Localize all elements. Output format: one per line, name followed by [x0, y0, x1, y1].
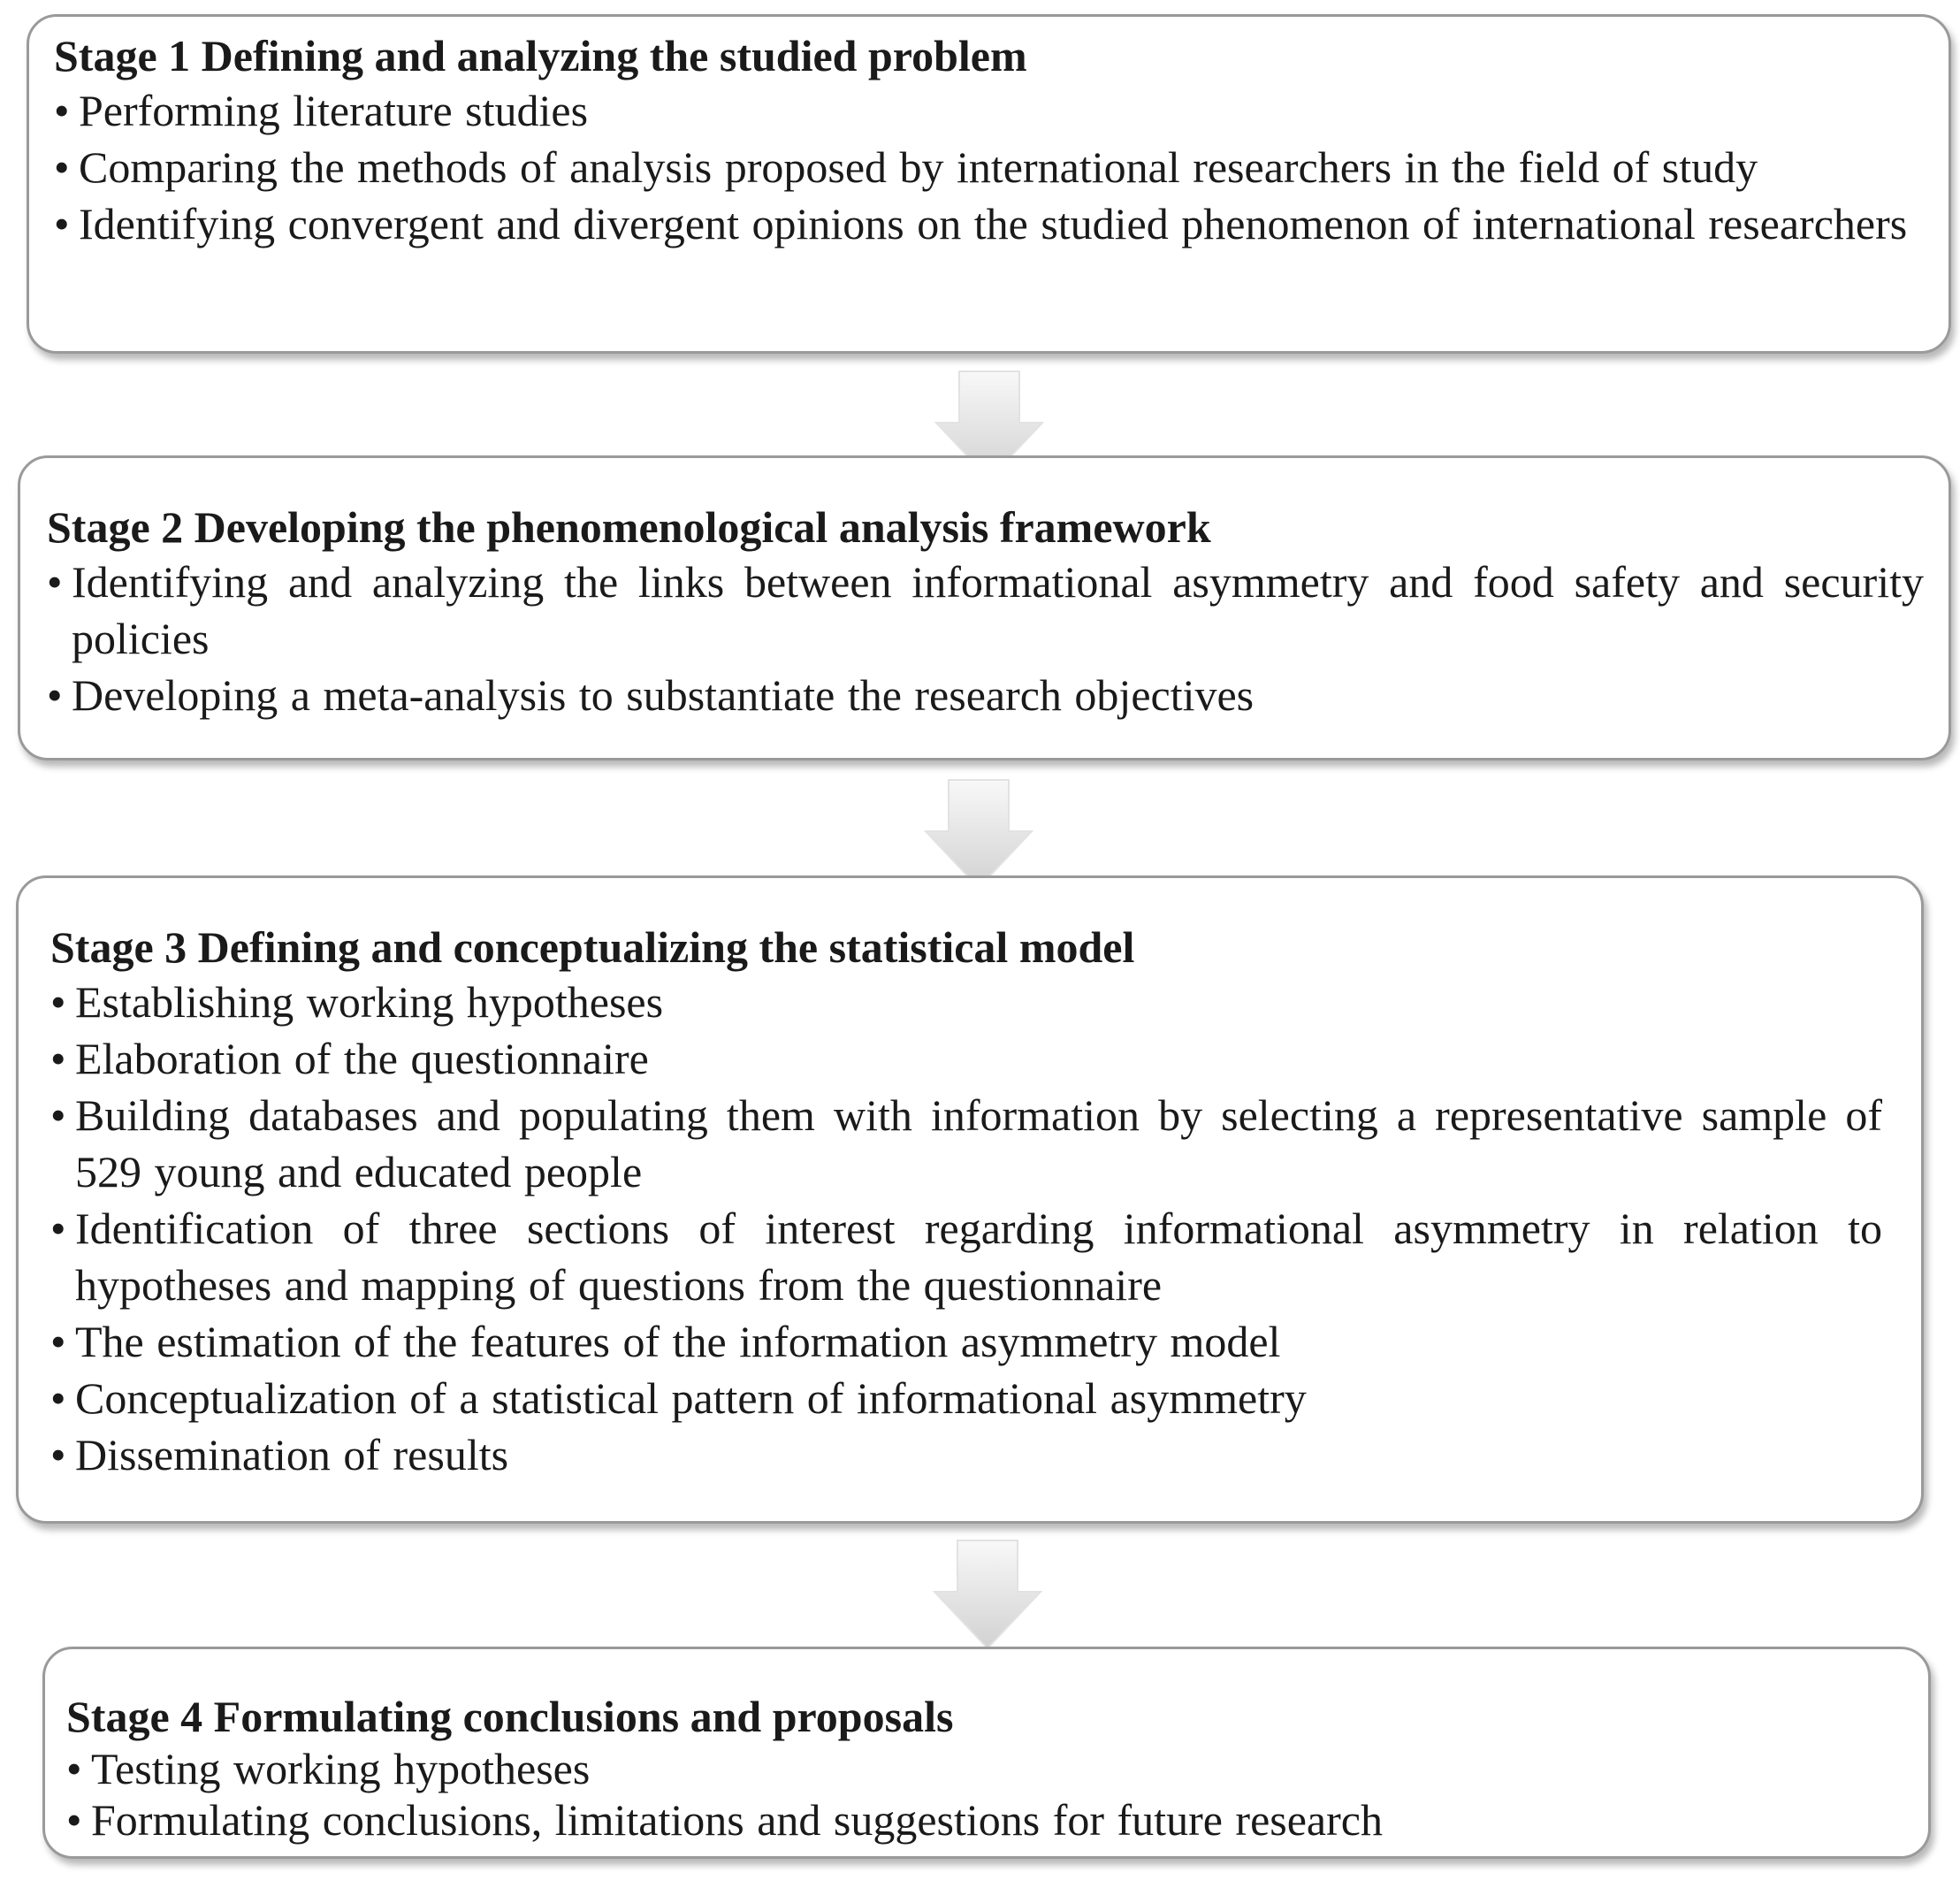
list-item — [50, 1426, 1882, 1483]
list-item-text: Establishing working hypotheses — [75, 977, 664, 1027]
bullet-icon: • — [50, 1090, 66, 1140]
list-item — [47, 667, 1924, 723]
list-item-text: Performing literature studies — [79, 86, 589, 135]
list-item-text: Comparing the methods of analysis proposed by international researchers in the field of study — [79, 142, 1758, 192]
bullet-icon: • — [50, 1373, 66, 1423]
stage-1-box — [27, 14, 1951, 354]
list-item — [50, 1313, 1882, 1370]
list-item — [54, 139, 1924, 195]
bullet-icon: • — [54, 142, 70, 192]
stage-2-list — [47, 554, 1924, 723]
list-item — [50, 1200, 1882, 1313]
stage-2-box — [18, 455, 1951, 761]
list-item-text: The estimation of the features of the information asymmetry model — [75, 1317, 1281, 1366]
list-item — [66, 1743, 1903, 1794]
stage-4-title: Stage 4 Formulating conclusions and proposals — [66, 1692, 954, 1741]
list-item — [50, 1370, 1882, 1426]
bullet-icon: • — [54, 86, 70, 135]
bullet-icon: • — [66, 1744, 82, 1793]
bullet-icon: • — [66, 1795, 82, 1845]
stage-1-title: Stage 1 Defining and analyzing the studied problem — [54, 31, 1027, 80]
bullet-icon: • — [47, 557, 63, 607]
list-item — [54, 195, 1924, 252]
list-item-text: Developing a meta-analysis to substantiate the research objectives — [72, 670, 1255, 720]
list-item — [47, 554, 1924, 667]
stage-2-title: Stage 2 Developing the phenomenological analysis framework — [47, 502, 1211, 552]
list-item-text: Identifying convergent and divergent opinions on the studied phenomenon of international researchers — [79, 199, 1908, 248]
bullet-icon: • — [54, 199, 70, 248]
bullet-icon: • — [50, 1034, 66, 1083]
list-item-text: Conceptualization of a statistical pattern of informational asymmetry — [75, 1373, 1307, 1423]
list-item — [66, 1794, 1903, 1846]
stage-4-box — [42, 1647, 1931, 1859]
stage-3-box — [16, 875, 1924, 1524]
stage-4-list — [66, 1743, 1903, 1846]
stage-3-list — [50, 974, 1882, 1483]
list-item-text: Dissemination of results — [75, 1430, 509, 1479]
stage-3-title: Stage 3 Defining and conceptualizing the statistical model — [50, 922, 1135, 972]
list-item-text: Testing working hypotheses — [91, 1744, 591, 1793]
list-item-text: Elaboration of the questionnaire — [75, 1034, 649, 1083]
bullet-icon: • — [50, 1204, 66, 1253]
list-item-text: Formulating conclusions, limitations and suggestions for future research — [91, 1795, 1383, 1845]
list-item — [54, 82, 1924, 139]
bullet-icon: • — [50, 977, 66, 1027]
list-item-text: Identifying and analyzing the links between informational asymmetry and food safety and security policies — [72, 557, 1924, 663]
bullet-icon: • — [50, 1430, 66, 1479]
stage-1-list — [54, 82, 1924, 252]
bullet-icon: • — [50, 1317, 66, 1366]
down-arrow-icon — [933, 1539, 1042, 1650]
down-arrow-icon — [924, 778, 1033, 890]
list-item-text: Identification of three sections of interest regarding informational asymmetry in relation to hypotheses and mapping of questions from the questionnaire — [75, 1204, 1882, 1310]
list-item — [50, 1087, 1882, 1200]
list-item-text: Building databases and populating them with information by selecting a representative sample of 529 young and educated people — [75, 1090, 1882, 1196]
list-item — [50, 1030, 1882, 1087]
bullet-icon: • — [47, 670, 63, 720]
list-item — [50, 974, 1882, 1030]
